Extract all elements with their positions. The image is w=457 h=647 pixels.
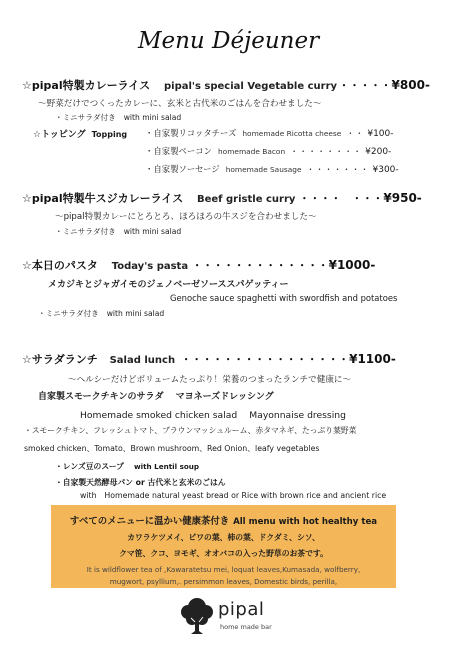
- tea-title: [51, 513, 396, 527]
- salad-price: ¥1100-: [349, 352, 396, 366]
- pasta-dish-jp: メカジキとジャガイモのジェノベーゼソーススパゲッティー: [48, 280, 289, 290]
- pasta-side: [38, 308, 164, 319]
- salad-item-en: Homemade smoked chicken salad Mayonnaise dressing: [80, 410, 346, 421]
- topping-item-jp: ・自家製ベーコン: [145, 146, 212, 156]
- beef-name-en: Beef gristle curry: [197, 194, 296, 205]
- curry-price: ¥800-: [391, 78, 430, 92]
- beef-name-jp: pipal特製牛スジカレーライス: [31, 192, 184, 205]
- topping-item: [145, 145, 391, 157]
- curry-side-en: with mini salad: [123, 113, 182, 122]
- topping-item-en: homemade Ricotta cheese: [242, 129, 342, 138]
- topping-label: [33, 127, 127, 140]
- star-icon: ☆: [22, 192, 32, 205]
- topping-label-jp: ☆トッピング: [33, 130, 86, 140]
- topping-item-dots: ・・・・・・・・: [290, 147, 363, 156]
- pasta-leader: ・・・・・・・・・・・・・: [192, 261, 329, 272]
- page-title: Menu Déjeuner: [137, 28, 320, 54]
- curry-leader: ・・・・・: [339, 81, 392, 92]
- salad-name-en: Salad lunch: [109, 355, 176, 366]
- salad-heading: [22, 351, 396, 367]
- salad-bread-en: with Homemade natural yeast bread or Rice with brown rice and ancient rice: [80, 491, 387, 500]
- beef-heading: [22, 190, 422, 206]
- curry-heading: [22, 77, 430, 93]
- curry-name-en: pipal's special Vegetable curry: [164, 81, 338, 92]
- tree-icon: [180, 597, 214, 635]
- salad-soup: [55, 461, 199, 472]
- salad-leader: ・・・・・・・・・・・・・・・・: [181, 355, 350, 366]
- beef-side-en: with mini salad: [123, 227, 182, 236]
- star-icon: ☆: [22, 259, 32, 272]
- tea-english-line-2: mugwort, psyllium,. persimmon leaves, Domestic birds, perilla,: [109, 577, 338, 586]
- topping-item-price: ¥100-: [367, 129, 394, 139]
- salad-bread-jp: ・自家製天然酵母パン or 古代米と玄米のごはん: [55, 478, 226, 487]
- salad-name-jp: サラダランチ: [31, 353, 98, 366]
- tea-english-line-1: It is wildflower tea of ,Kawaratetsu mei, loquat leaves,Kumasada, wolfberry,: [86, 565, 361, 574]
- tea-ingredients-line-1: カワラケツメイ、ビワの葉、柿の葉、ドクダミ、シソ、: [127, 533, 320, 542]
- beef-description: ～pipal特製カレーにとろとろ、ほろほろの牛スジを合わせました～: [55, 212, 317, 222]
- pasta-dish-en: Genoche sauce spaghetti with swordfish and potatoes: [170, 293, 398, 303]
- topping-label-en: Topping: [91, 130, 128, 139]
- pasta-side-en: with mini salad: [106, 309, 165, 318]
- pasta-side-jp: ・ミニサラダ付き: [38, 309, 99, 318]
- pasta-price: ¥1000-: [328, 258, 376, 272]
- tea-title-en: All menu with hot healthy tea: [233, 517, 378, 527]
- topping-item-jp: ・自家製ソーセージ: [145, 164, 220, 174]
- tea-title-jp: すべてのメニューに温かい健康茶付き: [69, 516, 230, 527]
- salad-soup-en: with Lentil soup: [133, 462, 200, 471]
- topping-item-en: homemade Sausage: [225, 165, 302, 174]
- logo-subtitle: home made bar: [220, 623, 272, 631]
- star-icon: ☆: [22, 79, 32, 92]
- pipal-logo: [180, 597, 290, 637]
- topping-item-en: homemade Bacon: [218, 147, 286, 156]
- curry-description: ～野菜だけでつくったカレーに、玄米と古代米のごはんを合わせました～: [38, 99, 322, 109]
- topping-item-price: ¥300-: [372, 165, 399, 175]
- salad-ingredients-jp: ・スモークチキン、フレッシュトマト、ブラウンマッシュルーム、赤タマネギ、たっぷり葉野菜: [24, 426, 357, 435]
- logo-name: pipal: [218, 599, 265, 620]
- topping-item-dots: ・・: [346, 129, 365, 138]
- topping-item: [145, 127, 394, 139]
- tea-ingredients-line-2: クマ笹、クコ、ヨモギ、オオバコの入った野草のお茶です。: [119, 549, 328, 558]
- salad-soup-jp: ・レンズ豆のスープ: [55, 462, 124, 471]
- topping-item-dots: ・・・・・・・: [306, 165, 370, 174]
- topping-item-jp: ・自家製リコッタチーズ: [145, 128, 237, 138]
- pasta-name-jp: 本日のパスタ: [31, 259, 98, 272]
- beef-side-jp: ・ミニサラダ付き: [55, 227, 116, 236]
- salad-description: ～ヘルシーだけどボリュームたっぷり！栄養のつまったランチで健康に～: [68, 375, 352, 385]
- pasta-heading: [22, 257, 375, 273]
- pasta-name-en: Today's pasta: [111, 261, 189, 272]
- beef-side: [55, 226, 181, 237]
- curry-side-jp: ・ミニサラダ付き: [55, 113, 116, 122]
- beef-leader: ・・・・ ・・・: [299, 194, 384, 205]
- topping-item: [145, 163, 399, 175]
- curry-name-jp: pipal特製カレーライス: [31, 79, 151, 92]
- salad-ingredients-en: smoked chicken、Tomato、Brown mushroom、Red Onion、leafy vegetables: [24, 444, 320, 453]
- salad-item-jp: 自家製スモークチキンのサラダ マヨネーズドレッシング: [38, 392, 274, 402]
- beef-price: ¥950-: [383, 191, 422, 205]
- topping-item-price: ¥200-: [365, 147, 392, 157]
- tea-info-box: [51, 505, 396, 588]
- star-icon: ☆: [22, 353, 32, 366]
- curry-side: [55, 112, 181, 123]
